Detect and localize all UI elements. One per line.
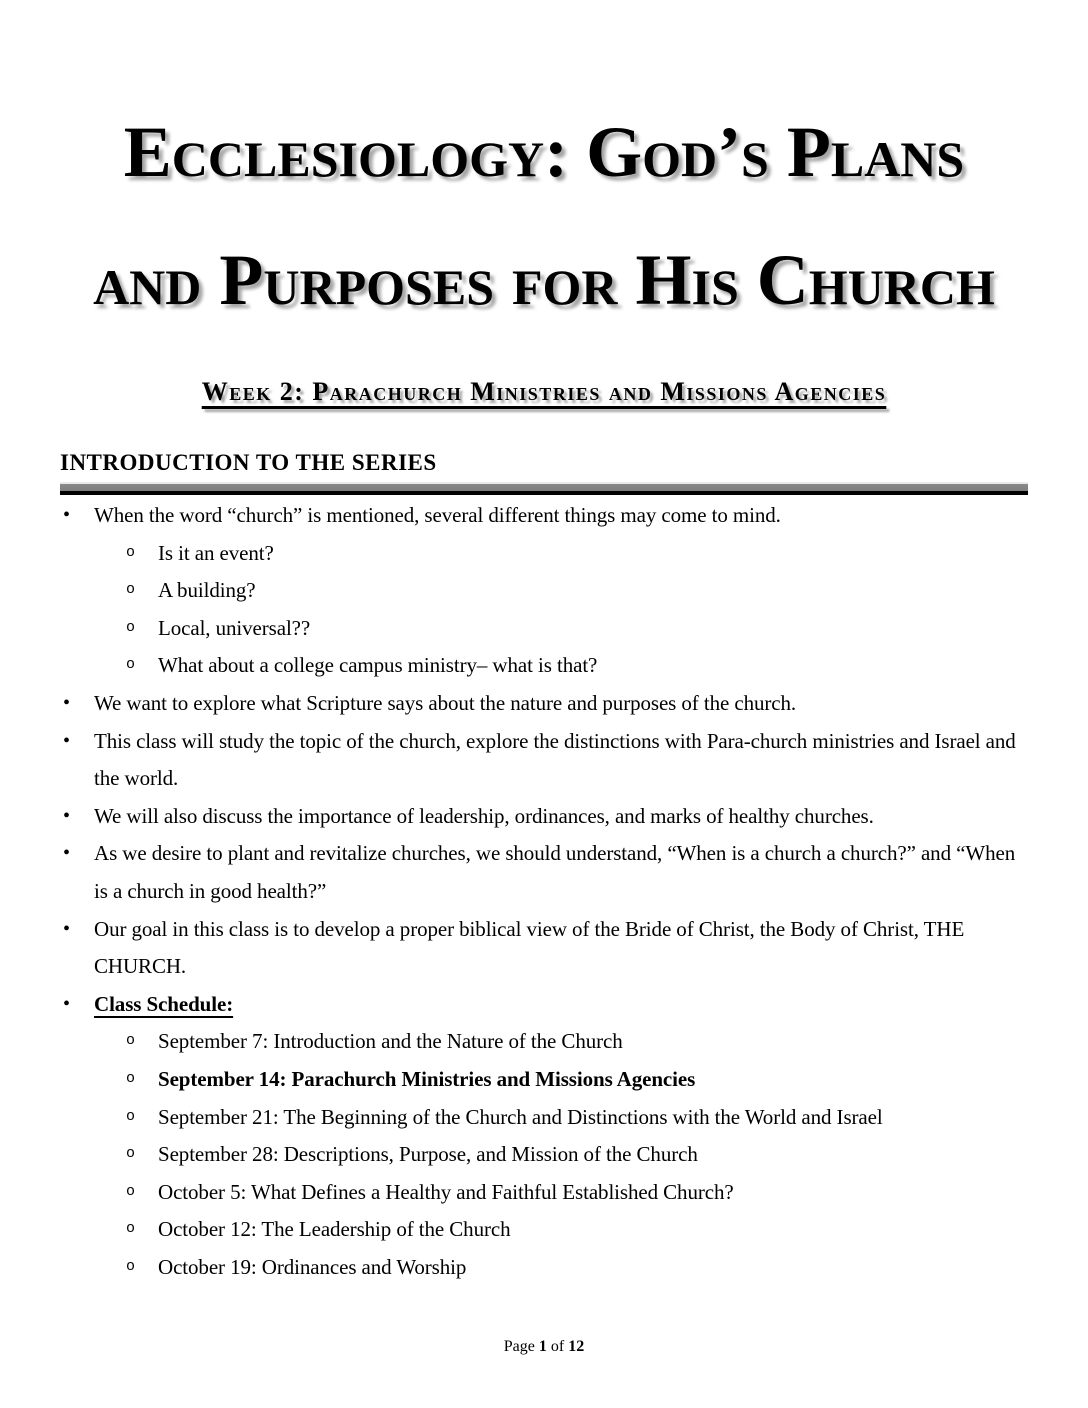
list-item-text: Local, universal?? [158,615,311,640]
circle-bullet-icon: o [126,1182,135,1200]
list-item-text: A building? [158,578,256,603]
bullet-icon: • [63,917,70,940]
list-item-text: We want to explore what Scripture says about the nature and purposes of the church. [94,690,797,715]
page-footer [60,1338,1028,1356]
bullet-icon: • [63,691,70,714]
document-title-line2: and Purposes for His Church [93,240,995,320]
bullet-icon: • [63,729,70,752]
list-item [60,835,1028,910]
list-item-text: September 28: Descriptions, Purpose, and Mission of the Church [158,1142,698,1167]
list-item-class-schedule [60,986,1028,1024]
footer-page-total: 12 [568,1338,585,1355]
document-subtitle [60,372,1028,412]
list-item-text: As we desire to plant and revitalize churches, we should understand, “When is a church a church?” and “When is a church in good health?” [94,841,1016,903]
bullet-list [60,497,1028,1286]
list-item-text: When the word “church” is mentioned, several different things may come to mind. [94,503,781,527]
list-item [60,610,1028,648]
circle-bullet-icon: o [126,1257,135,1275]
list-item [60,723,1028,798]
list-item-text: October 5: What Defines a Healthy and Faithful Established Church? [158,1179,734,1204]
circle-bullet-icon: o [126,618,135,636]
list-item [60,911,1028,986]
footer-of-label: of [550,1338,565,1355]
list-item [60,1249,1028,1287]
list-item [60,1099,1028,1137]
list-item [60,1174,1028,1212]
list-item-text: September 7: Introduction and the Nature of the Church [158,1029,623,1054]
circle-bullet-icon: o [126,543,135,561]
list-item [60,1061,1028,1099]
circle-bullet-icon: o [126,1220,135,1238]
bullet-icon: • [63,842,70,865]
circle-bullet-icon: o [126,1069,135,1087]
document-title [60,0,1028,344]
document-subtitle-text: Week 2: Parachurch Ministries and Missions Agencies [201,377,887,406]
bullet-icon: • [63,504,70,526]
document-title-line1: Ecclesiology: God’s Plans [123,112,965,192]
list-item [60,647,1028,685]
circle-bullet-icon: o [126,581,135,599]
bullet-icon: • [63,804,70,827]
circle-bullet-icon: o [126,1107,135,1125]
list-item-text: September 21: The Beginning of the Church and Distinctions with the World and Israel [158,1104,883,1129]
list-item-text: Class Schedule: [94,991,234,1016]
list-item-text: October 19: Ordinances and Worship [158,1254,467,1279]
list-item [60,535,1028,573]
list-item-text: October 12: The Leadership of the Church [158,1217,511,1242]
list-item-text: We will also discuss the importance of leadership, ordinances, and marks of healthy churches. [94,803,874,828]
footer-page-number: 1 [538,1338,547,1355]
list-item [60,1136,1028,1174]
circle-bullet-icon: o [126,1145,135,1163]
list-item-text: This class will study the topic of the church, explore the distinctions with Para-church ministries and Israel and the world. [94,728,1016,791]
list-item [60,798,1028,836]
footer-page-label: Page [503,1338,535,1355]
circle-bullet-icon: o [126,656,135,674]
list-item [60,497,1028,535]
list-item [60,685,1028,723]
list-item [60,1211,1028,1249]
list-item-text: What about a college campus ministry– what is that? [158,653,598,678]
circle-bullet-icon: o [126,1032,135,1050]
list-item-text: September 14: Parachurch Ministries and Missions Agencies [158,1066,696,1091]
bullet-icon: • [63,992,70,1015]
list-item-text: Our goal in this class is to develop a proper biblical view of the Bride of Christ, the Body of Christ, THE CHURCH. [94,916,965,979]
section-heading: INTRODUCTION TO THE SERIES [60,450,437,475]
list-item [60,572,1028,610]
list-item [60,1023,1028,1061]
heading-rule [60,482,1028,495]
list-item-text: Is it an event? [158,540,274,565]
